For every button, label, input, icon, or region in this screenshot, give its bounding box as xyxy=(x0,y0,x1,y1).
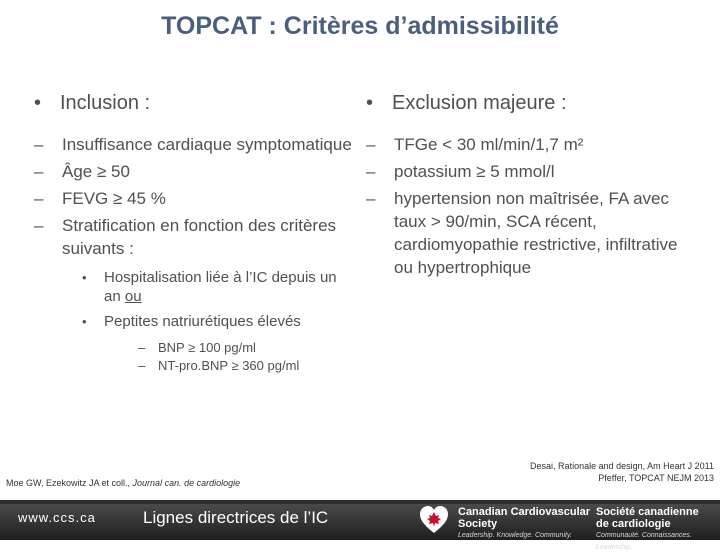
inclusion-item xyxy=(34,160,354,183)
ccs-heart-maple-logo-icon xyxy=(418,504,450,536)
guidelines-label: Lignes directrices de l’IC xyxy=(143,508,329,527)
natriuretic-threshold xyxy=(138,339,354,357)
threshold-text: BNP ≥ 100 pg/ml xyxy=(158,340,256,355)
stratification-subitem xyxy=(82,312,354,331)
reference-right xyxy=(530,460,714,484)
exclusion-column xyxy=(366,92,696,283)
dash-icon: – xyxy=(34,216,44,235)
en-tagline: Leadership. Knowledge. Community. xyxy=(458,532,572,539)
inclusion-heading-text: Inclusion : xyxy=(60,92,151,114)
stratification-subitem xyxy=(82,268,354,306)
inclusion-item xyxy=(34,187,354,210)
inclusion-item-text: Insuffisance cardiaque symptomatique xyxy=(62,135,352,154)
subitem-text: Peptites natriurétiques élevés xyxy=(104,313,301,330)
exclusion-item xyxy=(366,187,696,279)
reference-line-2: Pfeffer, TOPCAT NEJM 2013 xyxy=(598,473,714,483)
dash-icon: – xyxy=(138,340,146,355)
ccs-english-name xyxy=(458,506,590,542)
exclusion-heading-text: Exclusion majeure : xyxy=(392,92,567,114)
bullet-icon: • xyxy=(82,270,87,285)
threshold-text: NT-pro.BNP ≥ 360 pg/ml xyxy=(158,358,300,373)
subitem-text: Hospitalisation liée à l’IC depuis un an xyxy=(104,269,337,305)
dash-icon: – xyxy=(34,162,44,181)
reference-authors: Moe GW, Ezekowitz JA et coll., xyxy=(6,478,133,488)
en-name-line-2: Society xyxy=(458,518,498,530)
natriuretic-threshold xyxy=(138,357,354,375)
exclusion-item-text: potassium ≥ 5 mmol/l xyxy=(394,162,555,181)
reference-line-1: Desai, Rationale and design, Am Heart J 2011 xyxy=(530,461,714,471)
dash-icon: – xyxy=(366,135,376,154)
dash-icon: – xyxy=(366,162,376,181)
inclusion-heading xyxy=(34,92,354,115)
website-link[interactable]: www.ccs.ca xyxy=(18,510,96,525)
dash-icon: – xyxy=(138,358,146,373)
inclusion-item-text: Stratification en fonction des critères suivants : xyxy=(62,216,337,258)
subitem-ou: ou xyxy=(124,288,142,305)
ccs-french-name xyxy=(596,506,720,554)
fr-name-line-2: de cardiologie xyxy=(596,518,671,530)
en-name-line-1: Canadian Cardiovascular xyxy=(458,506,591,518)
reference-journal: Journal can. de cardiologie xyxy=(132,478,241,488)
exclusion-item-text: TFGe < 30 ml/min/1,7 m² xyxy=(394,135,584,154)
bullet-icon: • xyxy=(82,314,87,329)
exclusion-item xyxy=(366,133,696,156)
fr-tagline: Communauté. Connaissances. Leadership. xyxy=(596,532,692,551)
exclusion-heading xyxy=(366,92,696,115)
fr-name-line-1: Société canadienne xyxy=(596,506,699,518)
bullet-icon: • xyxy=(366,92,374,114)
dash-icon: – xyxy=(366,189,376,208)
inclusion-item-text: Âge ≥ 50 xyxy=(62,162,130,181)
reference-left xyxy=(6,478,240,488)
inclusion-item xyxy=(34,133,354,156)
dash-icon: – xyxy=(34,189,44,208)
exclusion-item xyxy=(366,160,696,183)
bullet-icon: • xyxy=(34,92,42,114)
exclusion-item-text: hypertension non maîtrisée, FA avec taux > 90/min, SCA récent, cardiomyopathie restrictive, infiltrative ou hypertrophique xyxy=(394,189,678,277)
inclusion-column xyxy=(34,92,354,375)
slide-title: TOPCAT : Critères d’admissibilité xyxy=(161,12,559,40)
inclusion-item xyxy=(34,214,354,260)
inclusion-item-text: FEVG ≥ 45 % xyxy=(62,189,166,208)
dash-icon: – xyxy=(34,135,44,154)
